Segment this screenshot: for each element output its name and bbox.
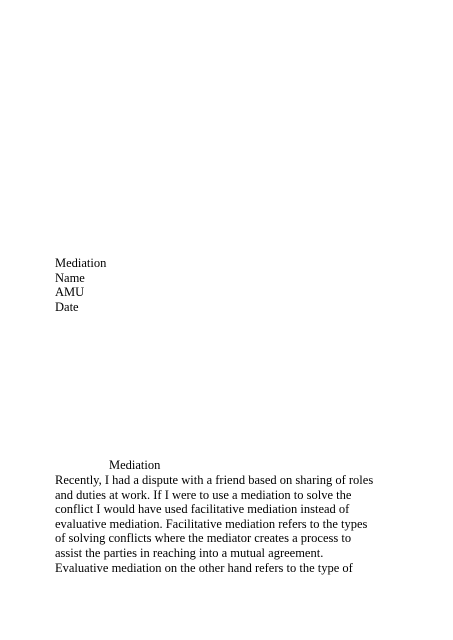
body-line: Recently, I had a dispute with a friend based on sharing of roles [55, 473, 374, 487]
document-title: Mediation [55, 256, 107, 270]
body-line: conflict I would have used facilitative mediation instead of [55, 502, 350, 517]
institution: AMU [55, 285, 85, 300]
document-date: Date [55, 299, 79, 314]
body-line: and duties at work. If I were to use a mediation to solve the [55, 487, 352, 502]
author-name: Name [55, 270, 85, 285]
essay-body [55, 473, 415, 575]
title-block [55, 256, 106, 314]
essay-heading: Mediation [109, 458, 161, 472]
body-line: evaluative mediation. Facilitative mediation refers to the types [55, 516, 368, 531]
body-line: assist the parties in reaching into a mutual agreement. [55, 545, 324, 560]
body-line: Evaluative mediation on the other hand refers to the type of [55, 560, 353, 575]
body-line: of solving conflicts where the mediator creates a process to [55, 531, 352, 546]
